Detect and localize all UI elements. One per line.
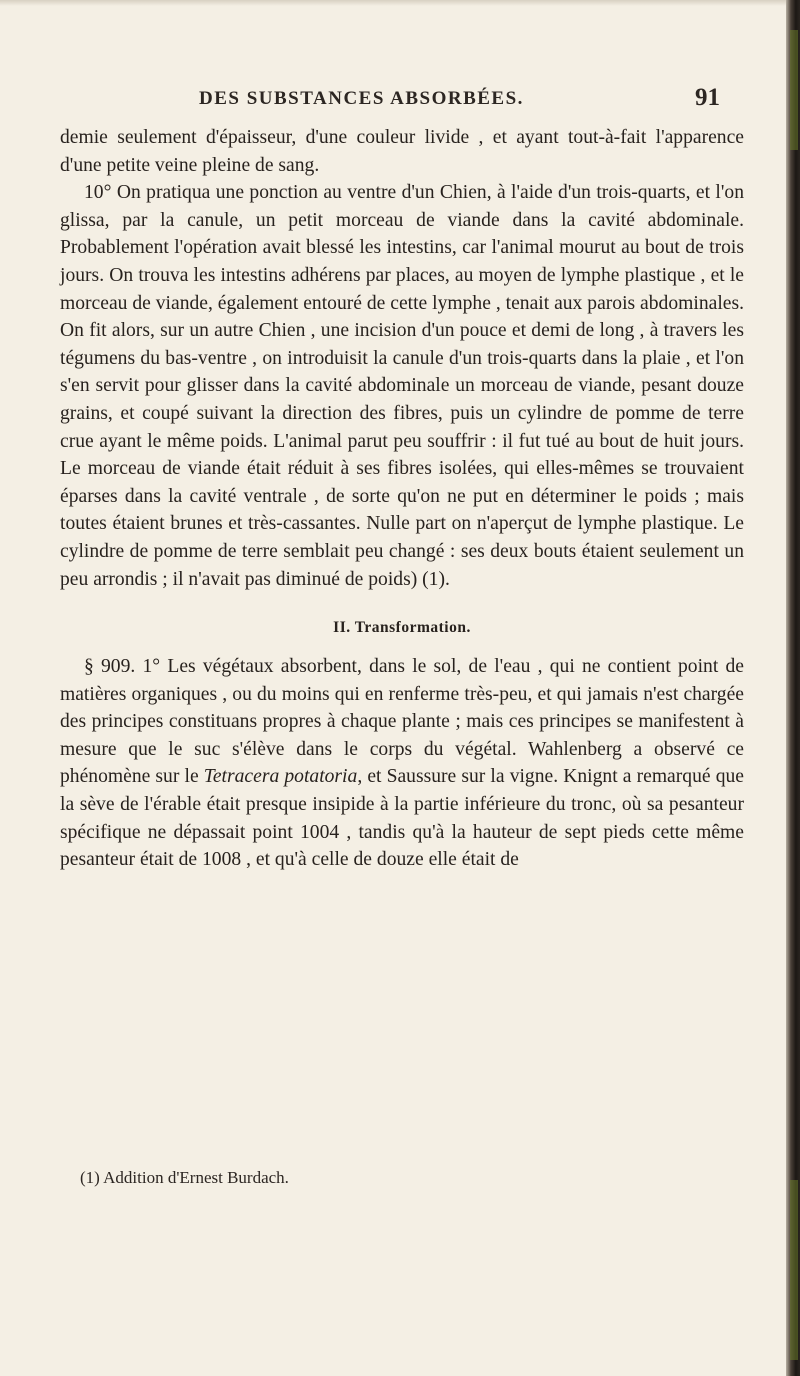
- paragraph-909: [60, 653, 744, 874]
- paragraph-continuation: demie seulement d'épaisseur, d'une couleur livide , et ayant tout-à-fait l'apparence d'une petite veine pleine de sang.: [60, 127, 744, 176]
- paragraph-909-start: § 909. 1° Les végétaux absorbent, dans le sol, de l'eau , qui ne contient point de matières organiques , ou du moins qui en renferme très-peu, et qui jamais n'est chargée des principes constituans propres à chaque plante ; mais ces principes se manifestent à mesure que le suc s'élève dans le corps du végétal. Wahlenberg a observé ce phénomène sur le: [60, 656, 744, 788]
- species-name: Tetracera potatoria: [203, 766, 358, 788]
- page-number: 91: [695, 84, 720, 111]
- paragraph-experiment-10: 10° On pratiqua une ponction au ventre d'un Chien, à l'aide d'un trois-quarts, et l'on glissa, par la canule, un petit morceau de viande dans la cavité abdominale. Probablement l'opération avait blessé les intestins, car l'animal mourut au bout de trois jours. On trouva les intestins adhérens par places, au moyen de lymphe plastique , et le morceau de viande, également entouré de cette lymphe , tenait aux parois abdominales. On fit alors, sur un autre Chien , une incision d'un pouce et demi de long , à travers les tégumens du bas-ventre , on introduisit la canule d'un trois-quarts dans la plaie , et l'on s'en servit pour glisser dans la cavité abdominale un morceau de viande, pesant douze grains, et coupé suivant la direction des fibres, puis un cylindre de pomme de terre crue ayant le même poids. L'animal parut peu souffrir : il fut tué au bout de huit jours. Le morceau de viande était réduit à ses fibres isolées, qui elles-mêmes se trouvaient éparses dans la cavité ventrale , de sorte qu'on ne put en déterminer le poids ; mais toutes étaient brunes et très-cassantes. Nulle part on n'aperçut de lymphe plastique. Le cylindre de pomme de terre semblait peu changé : ses deux bouts étaient seulement un peu arrondis ; il n'avait pas diminué de poids) (1).: [60, 182, 744, 590]
- section-heading: II. Transformation.: [333, 619, 471, 637]
- book-spine-edge: [786, 0, 800, 1376]
- page-header: [60, 84, 744, 122]
- footnote: (1) Addition d'Ernest Burdach.: [80, 1168, 289, 1187]
- page-top-edge: [0, 0, 786, 6]
- body-text: [60, 124, 744, 874]
- paragraph-909-rest: , et Saussure sur la vigne. Knignt a remarqué que la sève de l'érable était presque insipide à la partie inférieure du tronc, où sa pesanteur spécifique ne dépassait point 1004 , tandis qu'à la hauteur de sept pieds cette même pesanteur était de 1008 , et qu'à celle de douze elle était de: [60, 766, 744, 871]
- running-title: DES SUBSTANCES ABSORBÉES.: [199, 88, 524, 109]
